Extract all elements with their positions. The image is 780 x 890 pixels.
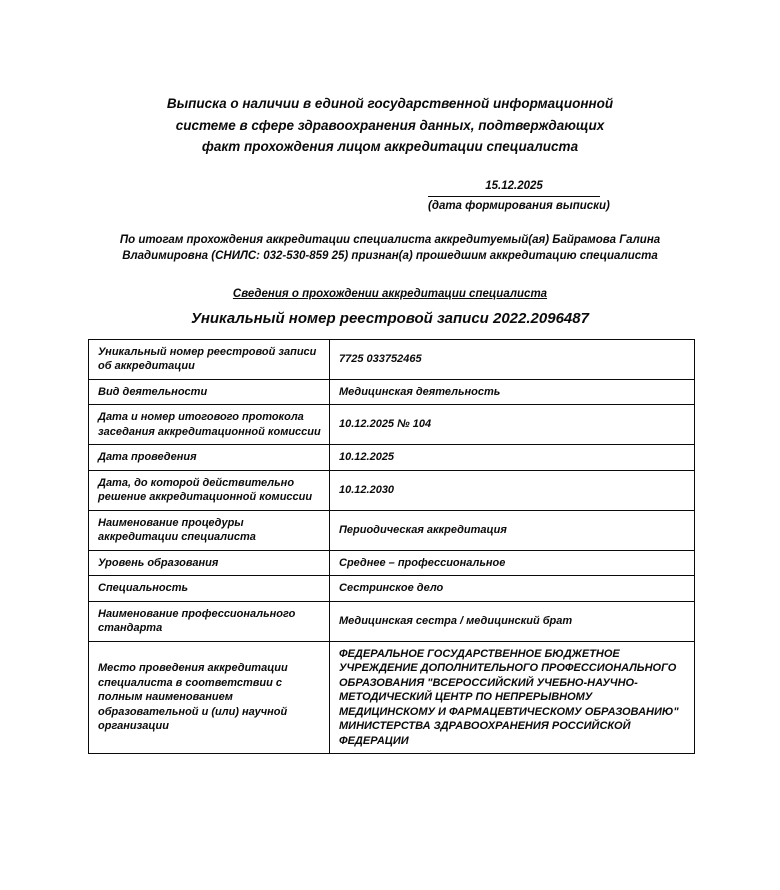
- table-row: [89, 470, 695, 510]
- document-title: Выписка о наличии в единой государственной информационной системе в сфере здравоохранения данных, подтверждающих факт прохождения лицом аккредитации специалиста: [166, 96, 614, 154]
- issue-date-block: [428, 179, 610, 213]
- row-label-cell: Дата и номер итогового протокола заседания аккредитационной комиссии: [89, 405, 330, 445]
- row-label-cell: Уникальный номер реестровой записи об аккредитации: [89, 339, 330, 379]
- table-row: [89, 550, 695, 576]
- row-label-cell: Уровень образования: [89, 550, 330, 576]
- table-row: [89, 405, 695, 445]
- row-value-cell: Медицинская деятельность: [330, 379, 695, 405]
- table-row: [89, 601, 695, 641]
- row-label-cell: Дата, до которой действительно решение аккредитационной комиссии: [89, 470, 330, 510]
- row-value-cell: 10.12.2025: [330, 445, 695, 471]
- issue-date-caption: (дата формирования выписки): [428, 199, 610, 212]
- row-label-cell: Дата проведения: [89, 445, 330, 471]
- section-heading: Сведения о прохождении аккредитации специалиста: [232, 287, 548, 300]
- table-row: [89, 510, 695, 550]
- accreditation-table-body: [89, 339, 695, 754]
- row-label-cell: Место проведения аккредитации специалиста в соответствии с полным наименованием образовательной и (или) научной организации: [89, 641, 330, 754]
- row-value-cell: 7725 033752465: [330, 339, 695, 379]
- accreditation-table: [88, 339, 695, 755]
- table-row: [89, 445, 695, 471]
- row-value-cell: ФЕДЕРАЛЬНОЕ ГОСУДАРСТВЕННОЕ БЮДЖЕТНОЕ УЧРЕЖДЕНИЕ ДОПОЛНИТЕЛЬНОГО ПРОФЕССИОНАЛЬНОГО ОБРАЗОВАНИЯ "ВСЕРОССИЙСКИЙ УЧЕБНО-НАУЧНО-МЕТОДИЧЕСКИЙ ЦЕНТР ПО НЕПРЕРЫВНОМУ МЕДИЦИНСКОМУ И ФАРМАЦЕВТИЧЕСКОМУ ОБРАЗОВАНИЮ" МИНИСТЕРСТВА ЗДРАВООХРАНЕНИЯ РОССИЙСКОЙ ФЕДЕРАЦИИ: [330, 641, 695, 754]
- row-value-cell: 10.12.2030: [330, 470, 695, 510]
- row-label-cell: Наименование профессионального стандарта: [89, 601, 330, 641]
- issue-date-value: 15.12.2025: [428, 179, 600, 197]
- row-value-cell: Периодическая аккредитация: [330, 510, 695, 550]
- row-label-cell: Вид деятельности: [89, 379, 330, 405]
- row-label-cell: Наименование процедуры аккредитации специалиста: [89, 510, 330, 550]
- table-row: [89, 576, 695, 602]
- row-value-cell: Медицинская сестра / медицинский брат: [330, 601, 695, 641]
- table-row: [89, 641, 695, 754]
- table-row: [89, 339, 695, 379]
- intro-paragraph: По итогам прохождения аккредитации специалиста аккредитуемый(ая) Байрамова Галина Владимировна (СНИЛС: 032-530-859 25) признан(а) прошедшим аккредитацию специалиста: [119, 233, 661, 262]
- row-value-cell: 10.12.2025 № 104: [330, 405, 695, 445]
- registry-number-heading: Уникальный номер реестровой записи 2022.2096487: [191, 309, 589, 327]
- table-row: [89, 379, 695, 405]
- row-value-cell: Сестринское дело: [330, 576, 695, 602]
- row-label-cell: Специальность: [89, 576, 330, 602]
- row-value-cell: Среднее – профессиональное: [330, 550, 695, 576]
